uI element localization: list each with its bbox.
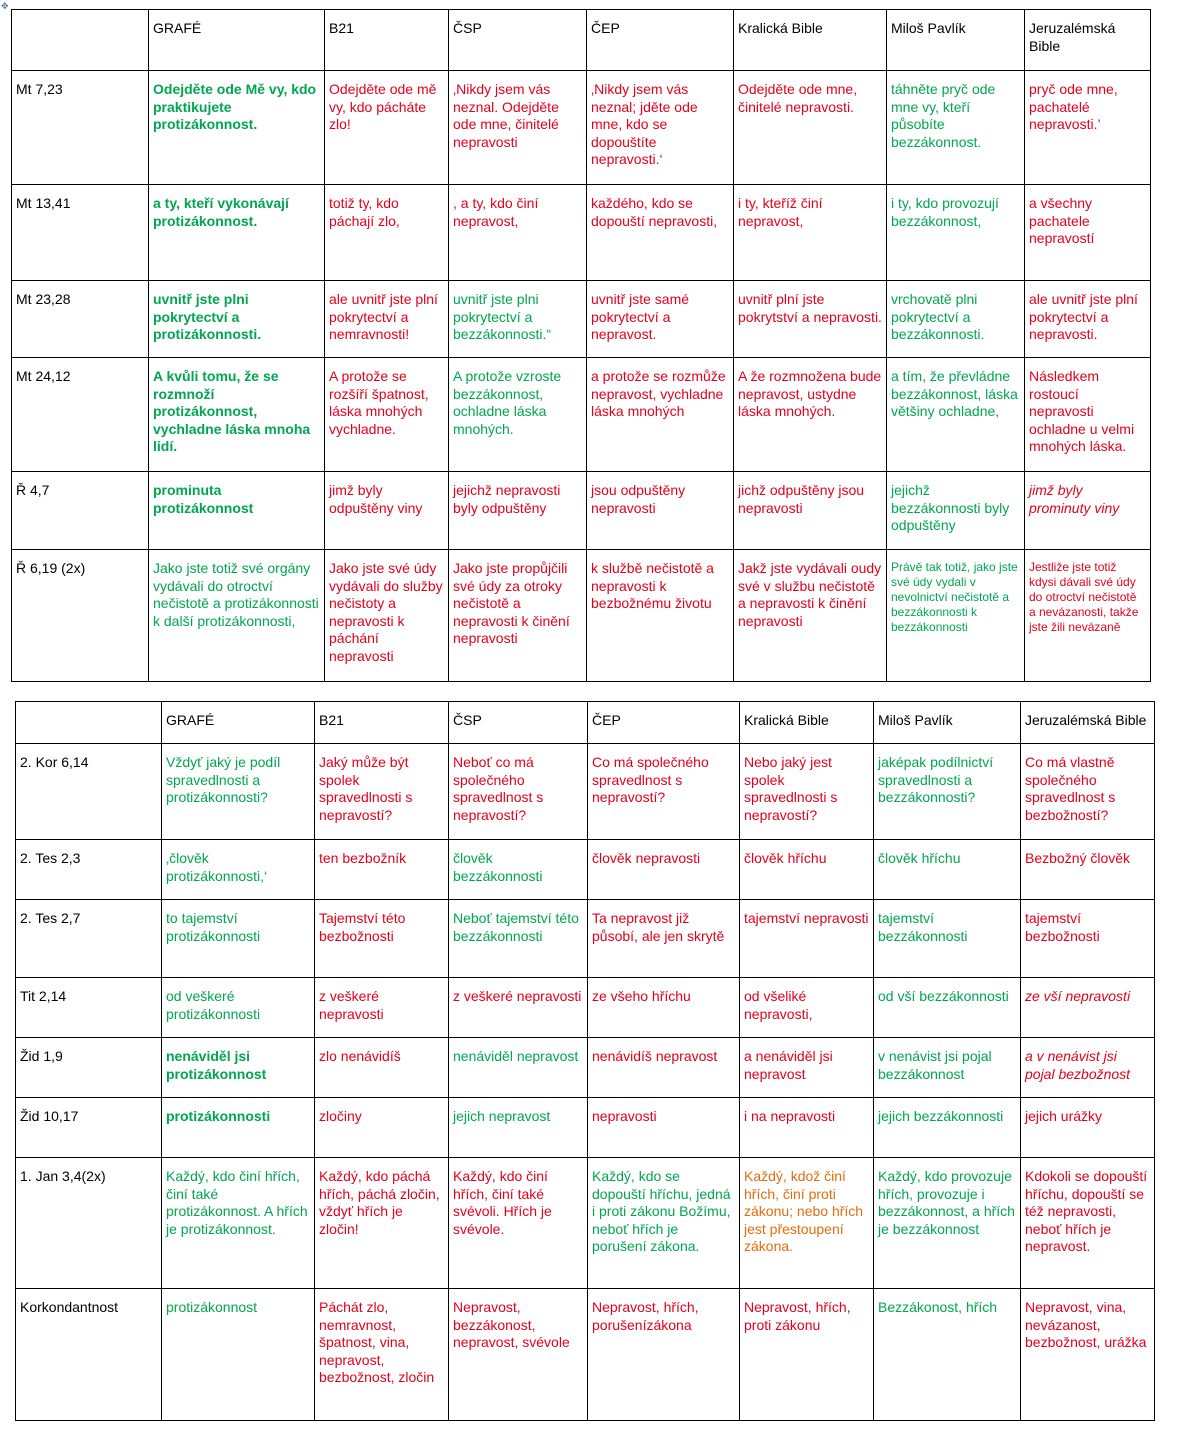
translation-cell (887, 358, 1025, 472)
translation-table-2 (15, 701, 1155, 1421)
translation-text: Každý, kdo páchá hřích, páchá zločin, vždyť hřích je zločin! (319, 1168, 440, 1237)
translation-text: Každý, kdo provozuje hřích, provozuje i bezzákonnost, a hřích je bezzákonnost (878, 1168, 1015, 1237)
translation-text: Bezzákonost, hřích (878, 1299, 998, 1315)
verse-reference-cell: Ř 6,19 (2x) (12, 550, 149, 682)
translation-cell (734, 472, 887, 550)
translation-text: A protože vzroste bezzákonnost, ochladne láska mnohých. (453, 368, 562, 437)
translation-text: ‚Nikdy jsem vás neznal; jděte ode mne, kdo se dopouštíte nepravosti.‘ (591, 81, 698, 167)
translation-cell (587, 550, 734, 682)
translation-text: totiž ty, kdo páchají zlo, (329, 195, 400, 229)
translation-cell (162, 1289, 315, 1421)
table-row (16, 900, 1155, 978)
translation-cell (587, 472, 734, 550)
translation-cell (734, 358, 887, 472)
translation-cell (1025, 472, 1151, 550)
translation-text: Odejděte ode mne, činitelé nepravosti. (738, 81, 858, 115)
translation-text: Právě tak totiž, jako jste své údy vydali v nevolnictví nečistotě a bezzákonnosti k bezzákonnosti (891, 560, 1018, 634)
translation-cell (449, 840, 588, 900)
translation-cell (1021, 900, 1155, 978)
translation-cell (874, 900, 1021, 978)
translation-cell (587, 281, 734, 358)
translation-cell (1025, 281, 1151, 358)
verse-reference-cell: Žid 10,17 (16, 1098, 162, 1158)
translation-text: Jako jste totiž své orgány vydávali do otroctví nečistotě a protizákonnosti k další protizákonnosti, (153, 560, 319, 629)
translation-cell (1021, 744, 1155, 840)
translation-cell (449, 472, 587, 550)
translation-text: vrchovatě plni pokrytectví a bezzákonnosti. (891, 291, 985, 342)
translation-text: Nepravost, hřích, proti zákonu (744, 1299, 851, 1333)
translation-text: člověk bezzákonnosti (453, 850, 543, 884)
translation-cell (887, 71, 1025, 185)
translation-text: protizákonnost (166, 1299, 258, 1315)
translation-text: Vždyť jaký je podíl spravedlnosti a protizákonnosti? (166, 754, 281, 805)
translation-cell (315, 1289, 449, 1421)
translation-cell (874, 978, 1021, 1038)
translation-cell (162, 1038, 315, 1098)
translation-text: A protože se rozšíří špatnost, láska mnohých vychladne. (329, 368, 429, 437)
translation-cell (740, 1098, 874, 1158)
translation-text: Kdokoli se dopouští hříchu, dopouští se též nepravosti, neboť hřích je nepravost. (1025, 1168, 1148, 1254)
translation-text: nenáviděl jsi protizákonnost (166, 1048, 267, 1082)
translation-cell (1025, 71, 1151, 185)
translation-cell (149, 358, 325, 472)
translation-cell (1025, 185, 1151, 281)
translation-text: i na nepravosti (744, 1108, 836, 1124)
translation-cell (162, 744, 315, 840)
translation-text: k službě nečistotě a nepravosti k bezbožnému životu (591, 560, 714, 611)
translation-text: a protože se rozmůže nepravost, vychladne láska mnohých (591, 368, 726, 419)
translation-cell (162, 978, 315, 1038)
translation-text: Každý, kdo činí hřích, činí také svévoli. Hřích je svévole. (453, 1168, 552, 1237)
translation-text: Každý, kdo se dopouští hříchu, jedná i proti zákonu Božímu, neboť hřích je porušení zákona. (592, 1168, 731, 1254)
translation-cell (734, 71, 887, 185)
table-row (12, 71, 1151, 185)
header-cell-translation: GRAFÉ (149, 10, 325, 71)
translation-cell (887, 185, 1025, 281)
header-cell-translation: GRAFÉ (162, 702, 315, 744)
translation-text: Tajemství této bezbožnosti (319, 910, 406, 944)
verse-reference-cell: 2. Tes 2,3 (16, 840, 162, 900)
translation-cell (887, 550, 1025, 682)
translation-cell (325, 358, 449, 472)
header-cell-translation: ČSP (449, 10, 587, 71)
translation-text: člověk nepravosti (592, 850, 701, 866)
translation-text: Bezbožný člověk (1025, 850, 1131, 866)
translation-cell (449, 550, 587, 682)
translation-text: člověk hříchu (878, 850, 961, 866)
translation-text: jejichž bezzákonnosti byly odpuštěny (891, 482, 1010, 533)
translation-text: táhněte pryč ode mne vy, kteří působíte bezzákonnost. (891, 81, 996, 150)
translation-text: Nepravost, bezzákonost, nepravost, svévole (453, 1299, 570, 1350)
translation-cell (1021, 1098, 1155, 1158)
translation-text: Jakž jste vydávali oudy své v službu nečistotě a nepravosti k činění nepravosti (738, 560, 882, 629)
translation-text: nenáviděl nepravost (453, 1048, 579, 1064)
translation-text: tajemství bezbožnosti (1025, 910, 1100, 944)
translation-cell (734, 550, 887, 682)
table-row (16, 744, 1155, 840)
translation-cell (740, 744, 874, 840)
table-row (12, 281, 1151, 358)
translation-cell (449, 358, 587, 472)
translation-cell (587, 185, 734, 281)
header-cell-reference (16, 702, 162, 744)
verse-reference-cell: Mt 24,12 (12, 358, 149, 472)
translation-text: i ty, kdo provozují bezzákonnost, (891, 195, 999, 229)
translation-text: Jako jste propůjčili své údy za otroky nečistotě a nepravosti k činění nepravosti (453, 560, 570, 646)
translation-text: A že rozmnožena bude nepravost, ustydne láska mnohých. (738, 368, 882, 419)
translation-text: nenávidíš nepravost (592, 1048, 718, 1064)
translation-cell (449, 1289, 588, 1421)
translation-cell (588, 1098, 740, 1158)
translation-cell (588, 744, 740, 840)
translation-cell (874, 1158, 1021, 1289)
translation-text: protizákonnosti (166, 1108, 271, 1124)
translation-table-1 (11, 9, 1151, 682)
translation-cell (449, 1098, 588, 1158)
table-row (12, 185, 1151, 281)
translation-cell (1021, 1038, 1155, 1098)
translation-cell (449, 900, 588, 978)
verse-reference-cell: Mt 13,41 (12, 185, 149, 281)
translation-cell (588, 1289, 740, 1421)
translation-text: od všeliké nepravosti, (744, 988, 813, 1022)
table-move-handle-icon[interactable]: ✥ (1, 1, 9, 11)
translation-cell (740, 1038, 874, 1098)
translation-text: ale uvnitř jste plní pokrytectví a nepravosti. (1029, 291, 1138, 342)
translation-cell (588, 900, 740, 978)
translation-text: Jestliže jste totiž kdysi dávali své údy do otroctví nečistotě a nevázanosti, takže jste žili nevázaně (1029, 560, 1139, 634)
translation-text: z veškeré nepravosti (453, 988, 582, 1004)
translation-text: nepravosti (592, 1108, 657, 1124)
translation-cell (449, 281, 587, 358)
header-cell-translation: Miloš Pavlík (887, 10, 1025, 71)
translation-text: uvnitř jste plni pokrytectví a bezzákonnosti.“ (453, 291, 552, 342)
translation-cell (315, 1158, 449, 1289)
translation-cell (162, 840, 315, 900)
translation-text: a v nenávist jsi pojal bezbožnost (1025, 1048, 1131, 1082)
translation-cell (588, 840, 740, 900)
translation-cell (315, 978, 449, 1038)
translation-cell (1021, 1289, 1155, 1421)
translation-text: Jaký může být spolek spravedlnosti s nepravostí? (319, 754, 413, 823)
translation-text: Jako jste své údy vydávali do služby nečistoty a nepravosti k páchání nepravosti (329, 560, 443, 664)
translation-text: každého, kdo se dopouští nepravosti, (591, 195, 718, 229)
translation-text: Co má společného spravedlnost s nepravostí? (592, 754, 709, 805)
translation-text: jimž byly odpuštěny viny (329, 482, 423, 516)
translation-text: jichž odpuštěny jsou nepravosti (738, 482, 865, 516)
translation-cell (149, 550, 325, 682)
translation-cell (325, 71, 449, 185)
translation-text: Nepravost, hřích, porušenízákona (592, 1299, 699, 1333)
translation-cell (325, 185, 449, 281)
translation-cell (449, 1158, 588, 1289)
translation-cell (1025, 358, 1151, 472)
translation-cell (587, 358, 734, 472)
verse-reference-cell: Tit 2,14 (16, 978, 162, 1038)
translation-text: jimž byly prominuty viny (1029, 482, 1120, 516)
translation-cell (149, 281, 325, 358)
translation-text: Neboť co má společného spravedlnost s nepravostí? (453, 754, 544, 823)
translation-text: Nebo jaký jest spolek spravedlnosti s nepravostí? (744, 754, 838, 823)
header-cell-translation: ČEP (587, 10, 734, 71)
header-cell-translation: B21 (325, 10, 449, 71)
translation-cell (734, 185, 887, 281)
header-cell-translation: Miloš Pavlík (874, 702, 1021, 744)
translation-cell (449, 185, 587, 281)
translation-cell (740, 1289, 874, 1421)
translation-text: A kvůli tomu, že se rozmnoží protizákonnost, vychladne láska mnoha lidí. (153, 368, 311, 454)
translation-cell (588, 1038, 740, 1098)
verse-reference-cell: 1. Jan 3,4(2x) (16, 1158, 162, 1289)
translation-text: prominuta protizákonnost (153, 482, 254, 516)
header-cell-translation: Kralická Bible (740, 702, 874, 744)
translation-cell (449, 71, 587, 185)
translation-text: i ty, kteříž činí nepravost, (738, 195, 823, 229)
verse-reference-cell: 2. Tes 2,7 (16, 900, 162, 978)
header-cell-reference (12, 10, 149, 71)
translation-text: Páchát zlo, nemravnost, špatnost, vina, nepravost, bezbožnost, zločin (319, 1299, 435, 1385)
translation-text: a všechny pachatele nepravostí (1029, 195, 1095, 246)
verse-reference-cell: Mt 7,23 (12, 71, 149, 185)
translation-cell (874, 744, 1021, 840)
table-row (16, 1038, 1155, 1098)
translation-text: Každý, kdo činí hřích, činí také protizákonnost. A hřích je protizákonnost. (166, 1168, 308, 1237)
translation-cell (887, 472, 1025, 550)
translation-cell (588, 1158, 740, 1289)
translation-text: jejich urážky (1025, 1108, 1103, 1124)
translation-text: od veškeré protizákonnosti (166, 988, 261, 1022)
translation-text: a nenáviděl jsi nepravost (744, 1048, 833, 1082)
translation-cell (1025, 550, 1151, 682)
translation-text: ze vší nepravosti (1025, 988, 1131, 1004)
translation-text: a tím, že převládne bezzákonnost, láska většiny ochladne, (891, 368, 1018, 419)
translation-cell (740, 900, 874, 978)
translation-cell (740, 978, 874, 1038)
translation-cell (449, 1038, 588, 1098)
translation-cell (1021, 978, 1155, 1038)
translation-text: ze všeho hříchu (592, 988, 691, 1004)
translation-text: Neboť tajemství této bezzákonnosti (453, 910, 579, 944)
translation-cell (162, 1158, 315, 1289)
verse-reference-cell: Korkondantnost (16, 1289, 162, 1421)
translation-text: uvnitř jste plni pokrytectví a protizákonnosti. (153, 291, 262, 342)
translation-text: v nenávist jsi pojal bezzákonnost (878, 1048, 992, 1082)
translation-cell (734, 281, 887, 358)
translation-text: jejich bezzákonnosti (878, 1108, 1004, 1124)
translation-text: zlo nenávidíš (319, 1048, 401, 1064)
translation-text: Následkem rostoucí nepravosti ochladne u velmi mnohých láska. (1029, 368, 1135, 454)
translation-cell (587, 71, 734, 185)
header-cell-translation: ČEP (588, 702, 740, 744)
translation-cell (149, 185, 325, 281)
header-cell-translation: Jeruzalémská Bible (1021, 702, 1155, 744)
translation-text: jaképak podílnictví spravedlnosti a bezzákonnosti? (878, 754, 994, 805)
translation-cell (874, 1038, 1021, 1098)
translation-cell (874, 1289, 1021, 1421)
table-row (12, 472, 1151, 550)
translation-cell (1021, 840, 1155, 900)
translation-text: od vší bezzákonnosti (878, 988, 1009, 1004)
translation-text: Odejděte ode mě vy, kdo pácháte zlo! (329, 81, 437, 132)
header-cell-translation: Jeruzalémská Bible (1025, 10, 1151, 71)
translation-text: Ta nepravost již působí, ale jen skrytě (592, 910, 725, 944)
translation-cell (449, 978, 588, 1038)
translation-text: Nepravost, vina, nevázanost, bezbožnost, urážka (1025, 1299, 1147, 1350)
translation-cell (325, 472, 449, 550)
translation-cell (449, 744, 588, 840)
translation-text: Odejděte ode Mě vy, kdo praktikujete protizákonnost. (153, 81, 317, 132)
translation-cell (149, 472, 325, 550)
translation-cell (1021, 1158, 1155, 1289)
translation-cell (149, 71, 325, 185)
translation-text: to tajemství protizákonnosti (166, 910, 261, 944)
header-cell-translation: B21 (315, 702, 449, 744)
translation-cell (887, 281, 1025, 358)
translation-cell (315, 744, 449, 840)
verse-reference-cell: Ř 4,7 (12, 472, 149, 550)
translation-cell (740, 840, 874, 900)
translation-text: pryč ode mne, pachatelé nepravosti.’ (1029, 81, 1118, 132)
verse-reference-cell: Žid 1,9 (16, 1038, 162, 1098)
translation-cell (162, 900, 315, 978)
translation-cell (325, 550, 449, 682)
translation-cell (325, 281, 449, 358)
translation-cell (315, 1038, 449, 1098)
translation-text: ‚člověk protizákonnosti,‘ (166, 850, 268, 884)
translation-cell (315, 1098, 449, 1158)
header-cell-translation: ČSP (449, 702, 588, 744)
translation-cell (874, 840, 1021, 900)
translation-text: z veškeré nepravosti (319, 988, 384, 1022)
translation-text: uvnitř jste samé pokrytectví a nepravost. (591, 291, 690, 342)
translation-text: ale uvnitř jste plní pokrytectví a nemravnosti! (329, 291, 438, 342)
translation-cell (588, 978, 740, 1038)
translation-text: , a ty, kdo činí nepravost, (453, 195, 539, 229)
table-row (16, 1158, 1155, 1289)
translation-text: jejich nepravost (453, 1108, 551, 1124)
translation-cell (740, 1158, 874, 1289)
translation-text: člověk hříchu (744, 850, 827, 866)
verse-reference-cell: 2. Kor 6,14 (16, 744, 162, 840)
translation-text: jejichž nepravosti byly odpuštěny (453, 482, 561, 516)
verse-reference-cell: Mt 23,28 (12, 281, 149, 358)
translation-text: Každý, kdož činí hřích, činí proti zákonu; nebo hřích jest přestoupení zákona. (744, 1168, 864, 1254)
table-row (12, 358, 1151, 472)
translation-cell (162, 1098, 315, 1158)
translation-cell (874, 1098, 1021, 1158)
translation-text: jsou odpuštěny nepravosti (591, 482, 686, 516)
translation-cell (315, 900, 449, 978)
translation-text: zločiny (319, 1108, 362, 1124)
translation-text: ‚Nikdy jsem vás neznal. Odejděte ode mne, činitelé nepravosti (453, 81, 559, 150)
translation-text: uvnitř plní jste pokrytství a nepravosti. (738, 291, 882, 325)
translation-text: a ty, kteří vykonávají protizákonnost. (153, 195, 289, 229)
header-cell-translation: Kralická Bible (734, 10, 887, 71)
table-row (12, 550, 1151, 682)
translation-text: tajemství bezzákonnosti (878, 910, 968, 944)
table-row (16, 1289, 1155, 1421)
translation-text: tajemství nepravosti (744, 910, 869, 926)
table-row (16, 1098, 1155, 1158)
table-row (16, 978, 1155, 1038)
translation-text: ten bezbožník (319, 850, 407, 866)
translation-cell (315, 840, 449, 900)
translation-text: Co má vlastně společného spravedlnost s bezbožností? (1025, 754, 1116, 823)
table-row (16, 840, 1155, 900)
